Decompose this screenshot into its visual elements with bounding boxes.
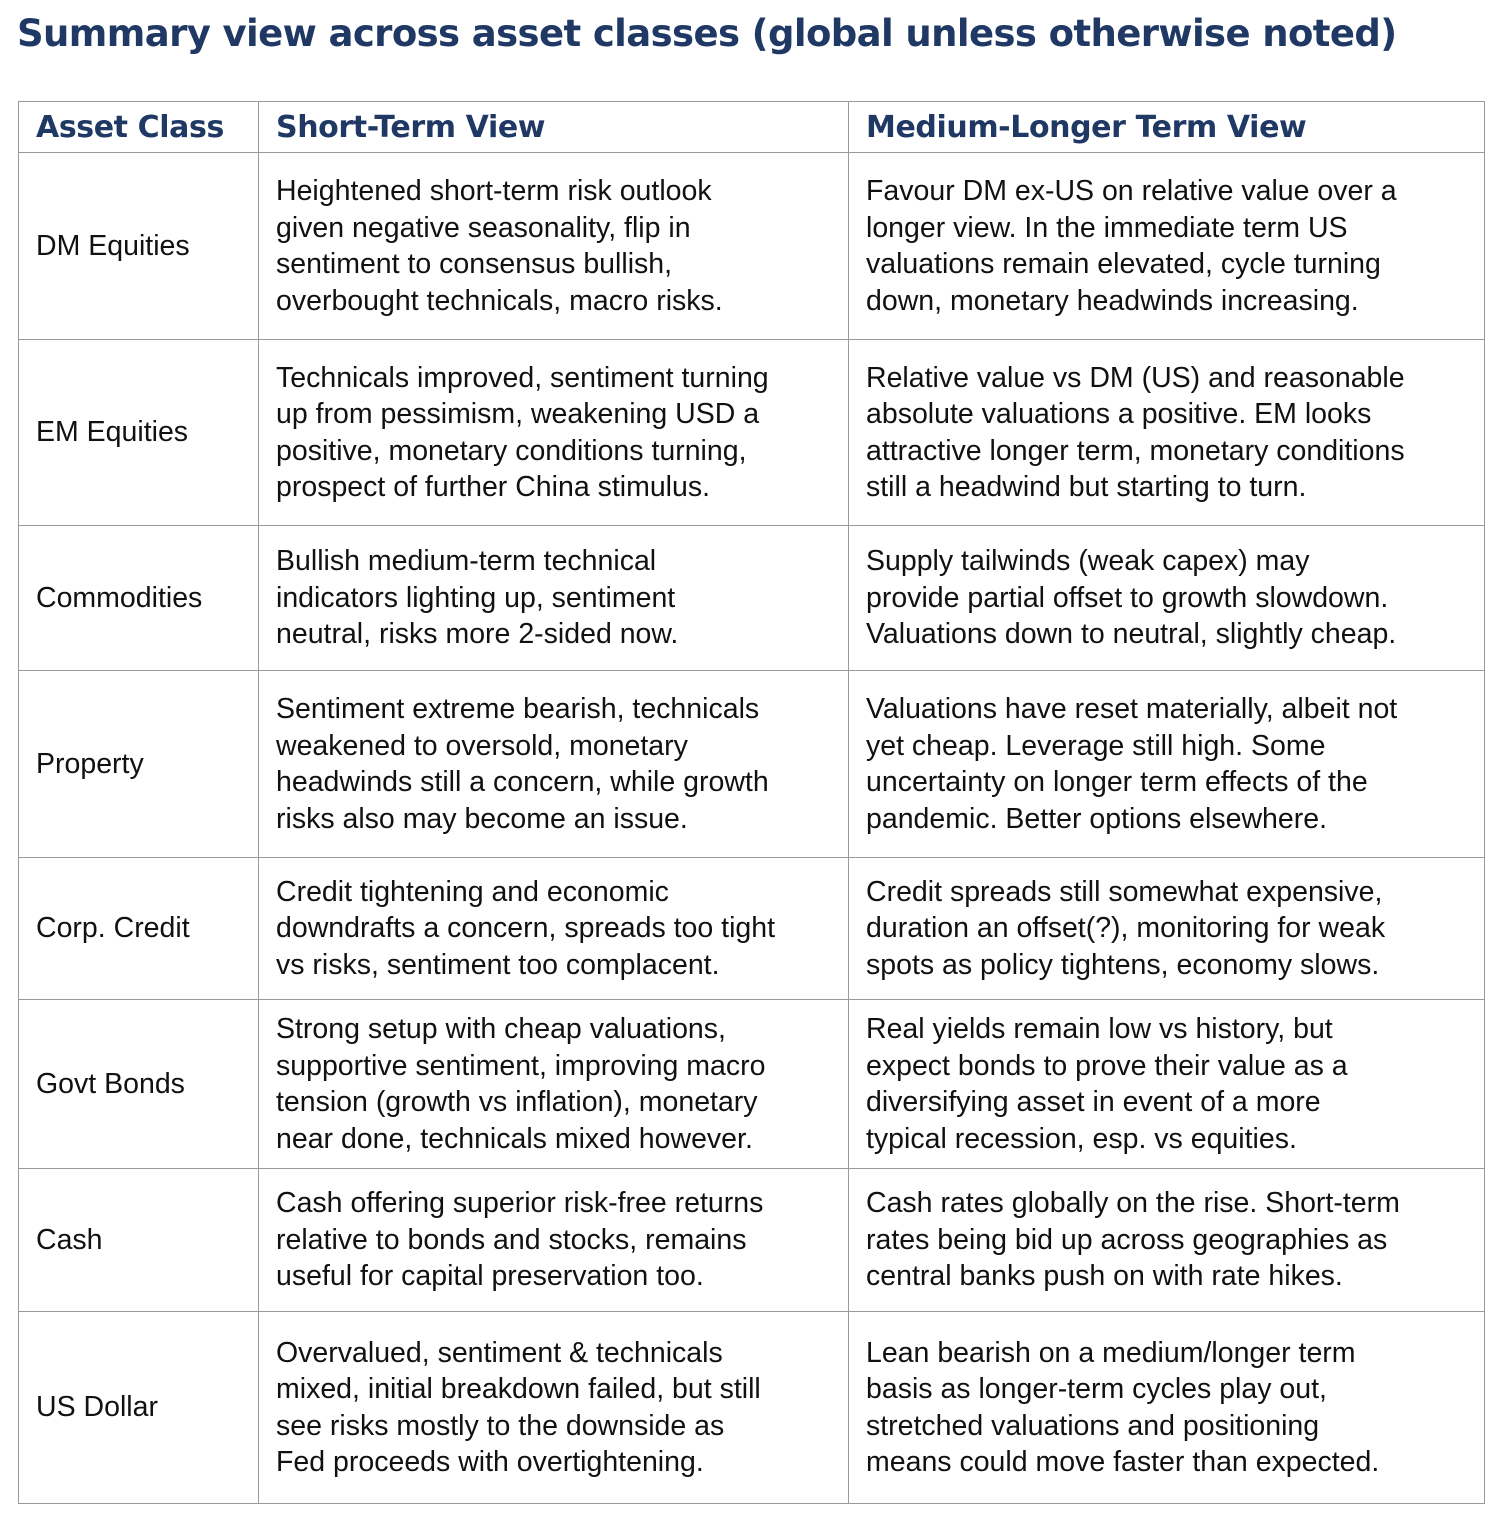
medium-longer-term-view-cell: Lean bearish on a medium/longer term basis as longer-term cycles play out, stretched valuations and positioning means could move faster than expected. [849, 1312, 1485, 1504]
asset-class-cell: Govt Bonds [19, 1000, 259, 1169]
medium-longer-term-view-cell: Supply tailwinds (weak capex) may provide partial offset to growth slowdown. Valuations down to neutral, slightly cheap. [849, 526, 1485, 671]
asset-class-cell: Corp. Credit [19, 858, 259, 1000]
medium-longer-term-view-cell: Cash rates globally on the rise. Short-term rates being bid up across geographies as central banks push on with rate hikes. [849, 1169, 1485, 1312]
short-term-view-cell: Cash offering superior risk-free returns relative to bonds and stocks, remains useful for capital preservation too. [259, 1169, 849, 1312]
table-row [19, 153, 1485, 340]
page-title: Summary view across asset classes (global unless otherwise noted) [17, 12, 1397, 55]
asset-class-cell: EM Equities [19, 340, 259, 526]
table-row [19, 1000, 1485, 1169]
medium-longer-term-view-cell: Real yields remain low vs history, but expect bonds to prove their value as a diversifying asset in event of a more typical recession, esp. vs equities. [849, 1000, 1485, 1169]
table-row [19, 526, 1485, 671]
table-row [19, 340, 1485, 526]
short-term-view-cell: Heightened short-term risk outlook given negative seasonality, flip in sentiment to consensus bullish, overbought technicals, macro risks. [259, 153, 849, 340]
table-row [19, 1312, 1485, 1504]
header-medium-longer-term-view: Medium-Longer Term View [849, 102, 1485, 153]
asset-class-cell: Property [19, 671, 259, 858]
short-term-view-cell: Sentiment extreme bearish, technicals weakened to oversold, monetary headwinds still a concern, while growth risks also may become an issue. [259, 671, 849, 858]
short-term-view-cell: Technicals improved, sentiment turning up from pessimism, weakening USD a positive, monetary conditions turning, prospect of further China stimulus. [259, 340, 849, 526]
table-row [19, 671, 1485, 858]
table-header-row [19, 102, 1485, 153]
asset-class-summary-table [18, 101, 1485, 1504]
medium-longer-term-view-cell: Favour DM ex-US on relative value over a longer view. In the immediate term US valuations remain elevated, cycle turning down, monetary headwinds increasing. [849, 153, 1485, 340]
asset-class-cell: DM Equities [19, 153, 259, 340]
medium-longer-term-view-cell: Relative value vs DM (US) and reasonable absolute valuations a positive. EM looks attractive longer term, monetary conditions still a headwind but starting to turn. [849, 340, 1485, 526]
table-row [19, 858, 1485, 1000]
short-term-view-cell: Overvalued, sentiment & technicals mixed, initial breakdown failed, but still see risks mostly to the downside as Fed proceeds with overtightening. [259, 1312, 849, 1504]
header-short-term-view: Short-Term View [259, 102, 849, 153]
header-asset-class: Asset Class [19, 102, 259, 153]
medium-longer-term-view-cell: Credit spreads still somewhat expensive, duration an offset(?), monitoring for weak spots as policy tightens, economy slows. [849, 858, 1485, 1000]
asset-class-cell: US Dollar [19, 1312, 259, 1504]
medium-longer-term-view-cell: Valuations have reset materially, albeit not yet cheap. Leverage still high. Some uncertainty on longer term effects of the pandemic. Better options elsewhere. [849, 671, 1485, 858]
short-term-view-cell: Bullish medium-term technical indicators lighting up, sentiment neutral, risks more 2-sided now. [259, 526, 849, 671]
asset-class-cell: Commodities [19, 526, 259, 671]
asset-class-cell: Cash [19, 1169, 259, 1312]
short-term-view-cell: Credit tightening and economic downdrafts a concern, spreads too tight vs risks, sentiment too complacent. [259, 858, 849, 1000]
short-term-view-cell: Strong setup with cheap valuations, supportive sentiment, improving macro tension (growth vs inflation), monetary near done, technicals mixed however. [259, 1000, 849, 1169]
table-row [19, 1169, 1485, 1312]
